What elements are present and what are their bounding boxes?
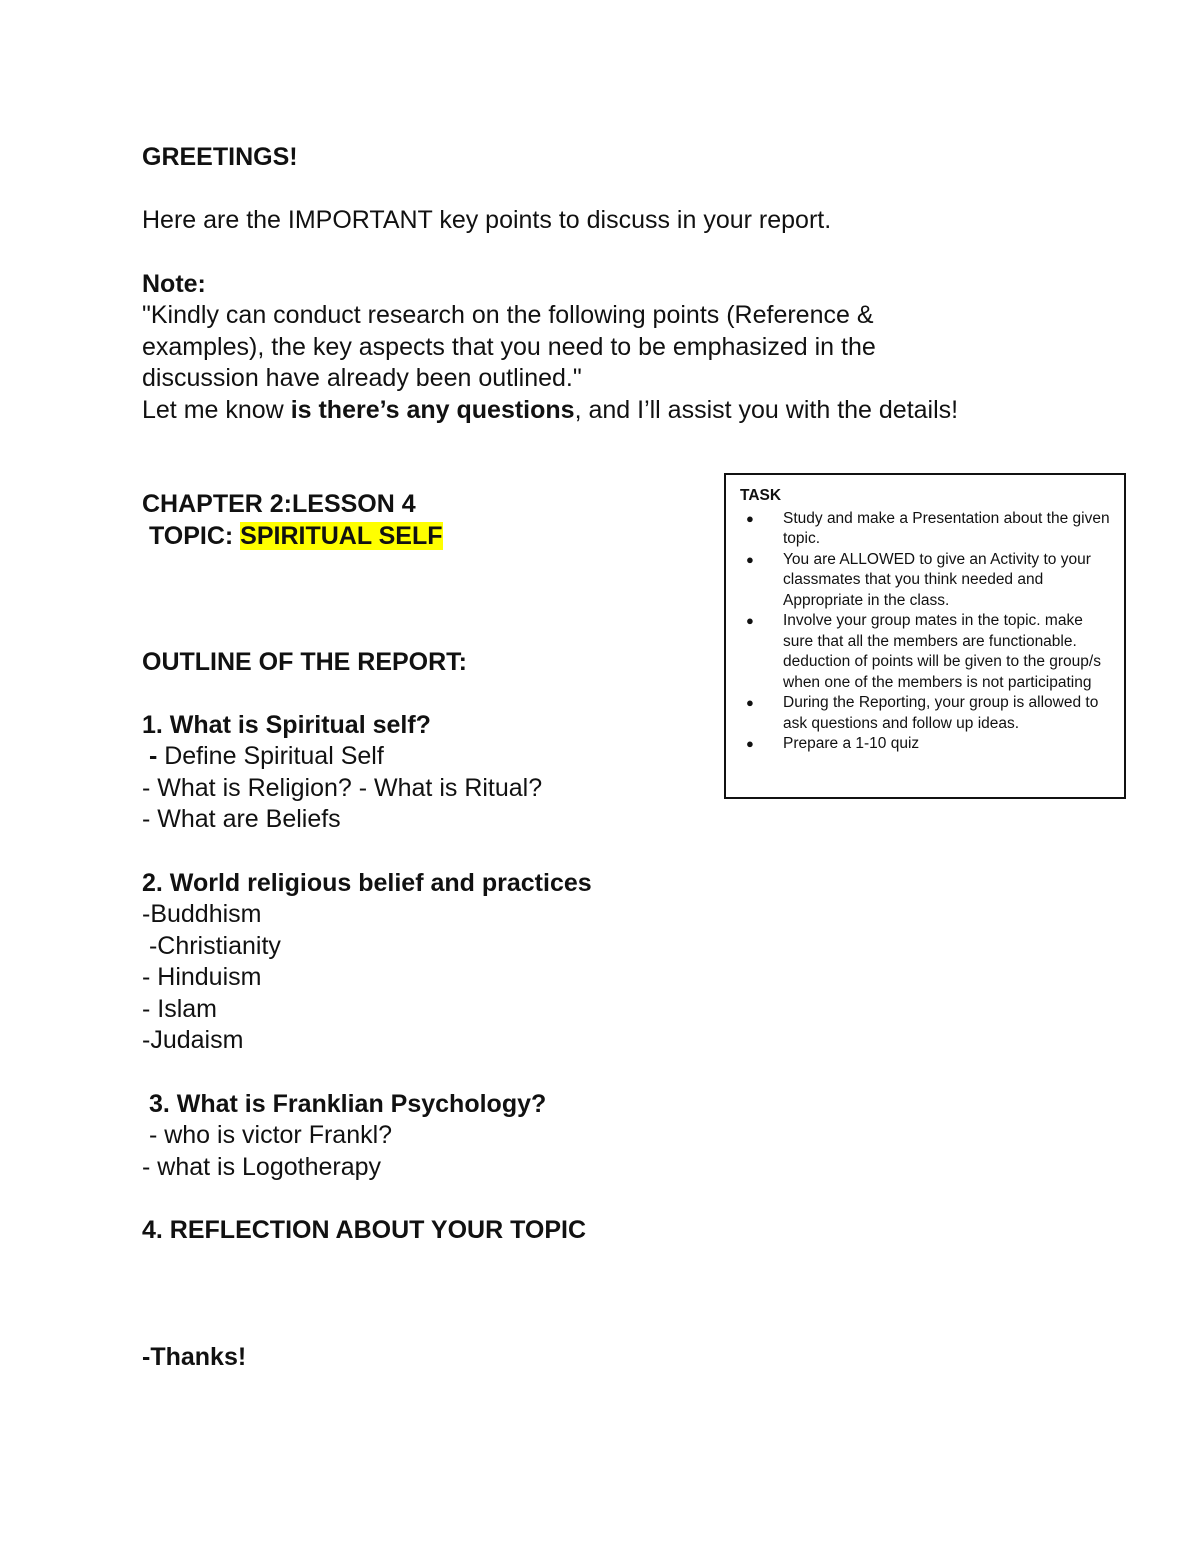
- greeting: GREETINGS!: [142, 143, 298, 171]
- section-1-item: - What are Beliefs: [142, 805, 341, 833]
- task-item-text: Involve your group mates in the topic. make sure that all the members are functionable. deduction of points will be given to the group/s when one of the members is not participating: [783, 612, 1101, 691]
- section-4-title: 4. REFLECTION ABOUT YOUR TOPIC: [142, 1216, 587, 1244]
- task-item: [740, 693, 1110, 734]
- task-title: TASK: [740, 487, 782, 504]
- task-list: [740, 509, 1110, 755]
- section-1-item: - What is Religion? - What is Ritual?: [142, 774, 543, 802]
- note-closing-start: Let me know: [142, 396, 291, 424]
- task-item-text: Prepare a 1-10 quiz: [783, 735, 920, 752]
- bullet-icon: ●: [746, 695, 754, 710]
- task-item-text: Study and make a Presentation about the given topic.: [783, 509, 1110, 547]
- topic-heading: [142, 521, 443, 552]
- task-item: [740, 611, 1110, 693]
- section-1-item-text: Define Spiritual Self: [157, 742, 384, 770]
- note-line-1: "Kindly can conduct research on the following points (Reference &: [142, 301, 874, 329]
- bullet-icon: ●: [746, 613, 754, 628]
- section-2-item: - Islam: [142, 995, 217, 1023]
- task-box: [724, 473, 1126, 799]
- task-item-text: You are ALLOWED to give an Activity to your classmates that you think needed and Appropriate in the class.: [783, 550, 1091, 609]
- section-3-title: 3. What is Franklian Psychology?: [142, 1090, 547, 1118]
- thanks-text: -Thanks!: [142, 1343, 247, 1371]
- bullet-icon: ●: [746, 551, 754, 567]
- topic-value: SPIRITUAL SELF: [240, 522, 443, 550]
- bullet-icon: ●: [746, 736, 754, 751]
- note-closing-bold: is there’s any questions: [290, 396, 575, 424]
- note-closing-end: , and I’ll assist you with the details!: [574, 396, 959, 424]
- section-2-title: 2. World religious belief and practices: [142, 869, 592, 897]
- intro-text: Here are the IMPORTANT key points to discuss in your report.: [142, 206, 832, 234]
- note-closing: [142, 395, 958, 426]
- section-1-dash: -: [142, 742, 158, 770]
- task-item-text: During the Reporting, your group is allowed to ask questions and follow up ideas.: [783, 694, 1099, 732]
- note-label: Note:: [142, 270, 206, 298]
- topic-label: TOPIC:: [142, 522, 241, 550]
- section-2-item: -Judaism: [142, 1026, 244, 1054]
- section-2-item: - Hinduism: [142, 963, 262, 991]
- section-1-item: [142, 741, 384, 772]
- outline-title: OUTLINE OF THE REPORT:: [142, 648, 467, 676]
- section-3-item: - who is victor Frankl?: [142, 1121, 393, 1149]
- bullet-icon: ●: [746, 510, 754, 526]
- task-item: [740, 550, 1110, 612]
- section-1-title: 1. What is Spiritual self?: [142, 711, 431, 739]
- note-line-3: discussion have already been outlined.": [142, 364, 582, 392]
- section-2-item: -Buddhism: [142, 900, 262, 928]
- section-3-item: - what is Logotherapy: [142, 1153, 382, 1181]
- task-item: [740, 734, 1110, 755]
- chapter-heading: CHAPTER 2:LESSON 4: [142, 490, 416, 518]
- section-2-item: -Christianity: [142, 932, 281, 960]
- task-item: [740, 509, 1110, 550]
- note-line-2: examples), the key aspects that you need to be emphasized in the: [142, 333, 876, 361]
